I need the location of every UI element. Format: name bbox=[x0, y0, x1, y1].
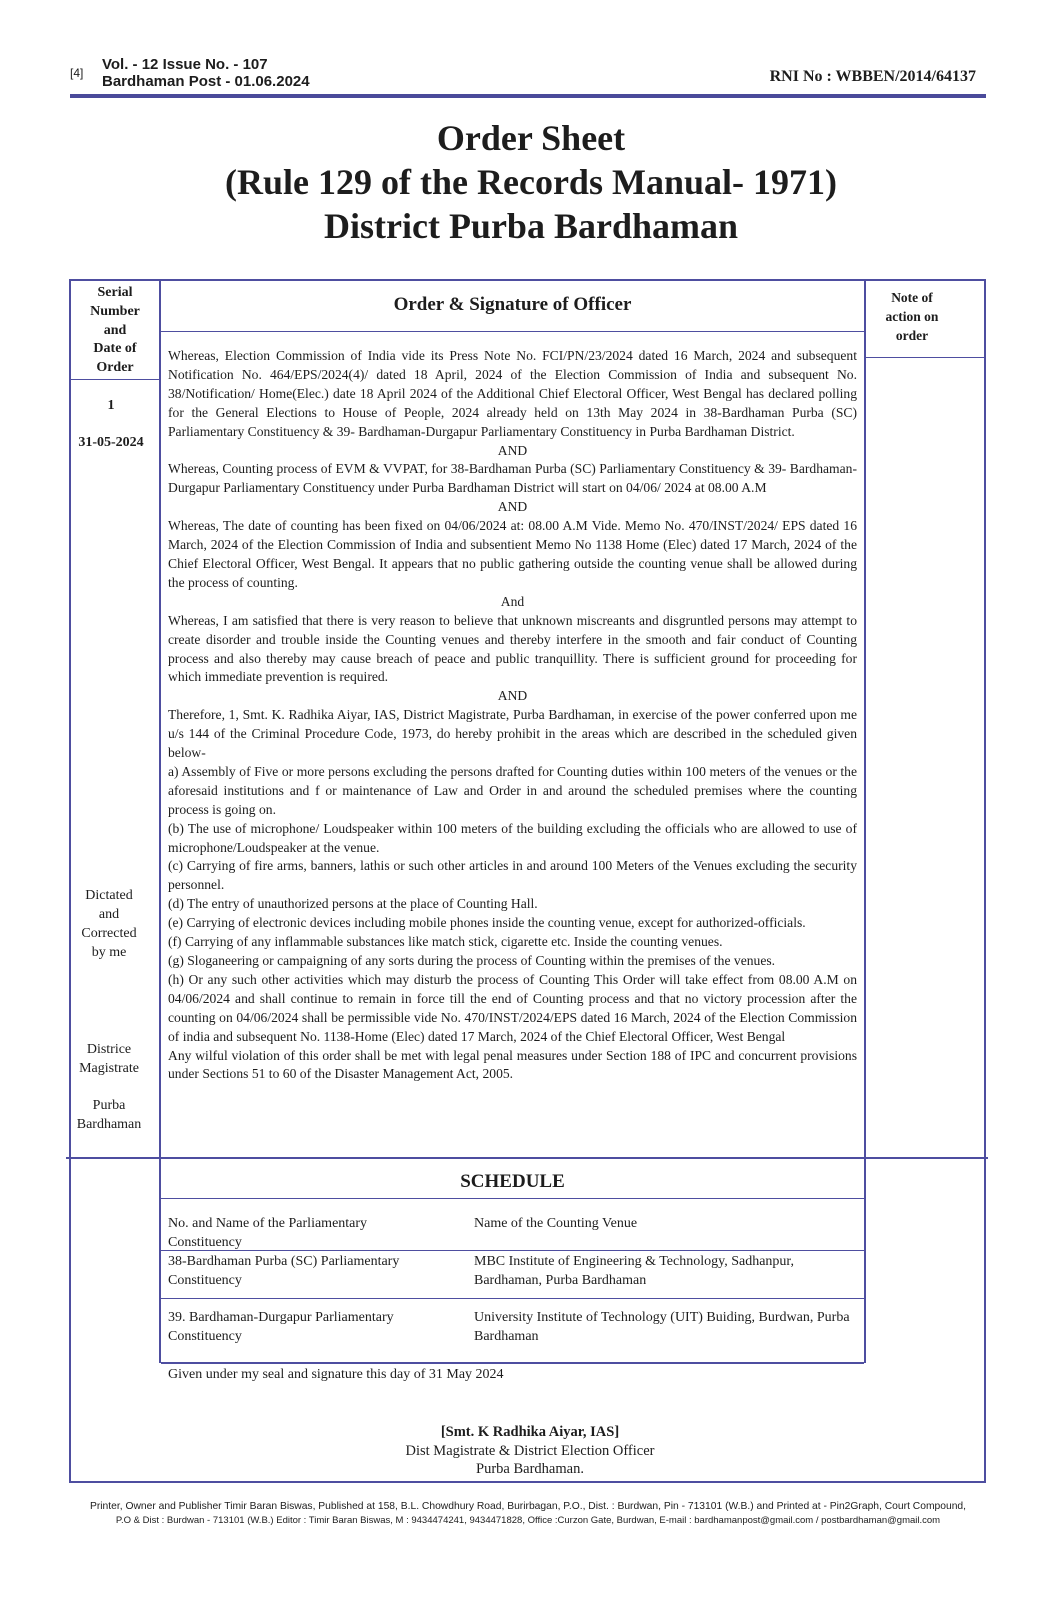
schedule-title: SCHEDULE bbox=[460, 1171, 565, 1192]
page-number: [4] bbox=[70, 66, 84, 80]
signature-block bbox=[300, 1423, 760, 1479]
note-header-line: Note of bbox=[891, 290, 933, 305]
order-paragraph: (h) Or any such other activities which may disturb the process of Counting This Order will take effect from 08.00 A.M on 04/06/2024 and shall continue to remain in force till the end of Counting process and that no victory procession after the counting on 04/06/2024 shall be permissible vide No. 470/INST/2024/EPS dated 16 March, 2024 of the Election Commission of india and subsequent No. 1138-Home (Elec) dated 17 March, 2024 of the Chief Electoral Officer, West Bengal bbox=[168, 971, 857, 1044]
order-paragraph: Therefore, 1, Smt. K. Radhika Aiyar, IAS, District Magistrate, Purba Bardhaman, in exercise of the power conferred upon me u/s 144 of the Criminal Procedure Code, 1973, do hereby prohibit in the areas which are described in the scheduled given below- bbox=[168, 707, 857, 761]
order-paragraph: (b) The use of microphone/ Loudspeaker within 100 meters of the building excluding the officials who are allowed to use of microphone/Loudspeaker at the venue. bbox=[168, 820, 857, 855]
footer-line-1: Printer, Owner and Publisher Timir Baran Biswas, Published at 158, B.L. Chowdhury Road, Burirbagan, P.O., Dist. : Burdwan, Pin - 713101 (W.B.) and Printed at - Pin2Graph, Court Compound, bbox=[89, 1501, 967, 1512]
schedule-row-1-venue: MBC Institute of Engineering & Technology, Sadhanpur, Bardhaman, Purba Bardhaman bbox=[474, 1254, 795, 1288]
order-column-header: Order & Signature of Officer bbox=[393, 294, 632, 315]
note-column-header bbox=[866, 288, 958, 345]
dictated-note bbox=[71, 886, 147, 962]
order-paragraph: (d) The entry of unauthorized persons at the place of Counting Hall. bbox=[168, 896, 538, 912]
officer-designation bbox=[71, 1040, 147, 1078]
volume-issue: Vol. - 12 Issue No. - 107 bbox=[102, 56, 268, 73]
dictated-line: and bbox=[98, 907, 120, 922]
conjunction-text: AND bbox=[497, 442, 528, 458]
conjunction-text: And bbox=[500, 593, 525, 609]
note-header-line: order bbox=[895, 328, 929, 343]
serial-header-line: Serial bbox=[97, 285, 133, 300]
header-rule bbox=[70, 94, 986, 98]
serial-header-line: Number bbox=[90, 303, 140, 319]
order-paragraph: Whereas, Counting process of EVM & VVPAT, for 38-Bardhaman Purba (SC) Parliamentary Constituency & 39- Bardhaman-Durgapur Parliamentary Constituency under Purba Bardhaman District will start on 04/06/ 2024 at 08.00 A.M bbox=[168, 461, 857, 496]
designation-line: Magistrate bbox=[79, 1061, 139, 1076]
designation-line: Districe bbox=[86, 1042, 132, 1057]
signatory-name: [Smt. K Radhika Aiyar, IAS] bbox=[440, 1424, 620, 1440]
dictated-line: Dictated bbox=[85, 888, 133, 903]
serial-header-line: Date of bbox=[93, 341, 137, 357]
title-line-2: (Rule 129 of the Records Manual- 1971) bbox=[225, 162, 837, 202]
schedule-header-venue: Name of the Counting Venue bbox=[474, 1216, 638, 1231]
rni-number: RNI No : WBBEN/2014/64137 bbox=[769, 68, 976, 85]
schedule-row-1-constituency: 38-Bardhaman Purba (SC) Parliamentary Constituency bbox=[168, 1254, 400, 1288]
order-paragraph: (g) Sloganeering or campaigning of any sorts during the process of Counting within the premises of the venues. bbox=[168, 953, 776, 968]
order-paragraph: (f) Carrying of any inflammable substances like match stick, cigarette etc. Inside the counting venues. bbox=[168, 934, 723, 950]
order-paragraph: (c) Carrying of fire arms, banners, lathis or such other articles in and around 100 Meters of the Venues excluding the security personnel. bbox=[168, 858, 857, 893]
edition-date: Bardhaman Post - 01.06.2024 bbox=[102, 73, 310, 90]
given-under-seal: Given under my seal and signature this day of 31 May 2024 bbox=[168, 1367, 504, 1382]
title-line-1: Order Sheet bbox=[436, 118, 626, 158]
serial-column-header bbox=[71, 284, 159, 378]
order-paragraph: a) Assembly of Five or more persons excluding the persons drafted for Counting duties within 100 meters of the venues or the aforesaid institutions and f or maintenance of Law and Order in and around the scheduled premises where the counting process is going on. bbox=[168, 763, 857, 817]
publisher-footer bbox=[70, 1500, 986, 1528]
schedule-row-2-venue: University Institute of Technology (UIT) Buiding, Burdwan, Purba Bardhaman bbox=[474, 1310, 850, 1344]
page-title bbox=[0, 116, 1062, 248]
serial-header-line: and bbox=[103, 322, 127, 338]
serial-number: 1 bbox=[107, 398, 115, 413]
order-paragraph: Whereas, I am satisfied that there is very reason to believe that unknown miscreants and disgruntled persons may attempt to create disorder and trouble inside the Counting venues and thereby interfere in the smooth and fair conduct of Counting process and also thereby may cause breach of peace and public tranquillity. There is sufficient ground for proceeding for which immediate prevention is required. bbox=[168, 612, 857, 685]
district-line: Bardhaman bbox=[76, 1117, 142, 1132]
signatory-place: Purba Bardhaman. bbox=[476, 1461, 584, 1477]
order-paragraph: Whereas, Election Commission of India vide its Press Note No. FCI/PN/23/2024 dated 16 March, 2024 and subsequent Notification No. 464/EPS/2024(4)/ dated 18 April, 2024 of the Election Commission of India and subsequent No. 38/Notification/ Home(Elec.) date 18 April 2024 of the Additional Chief Electoral Officer, West Bengal has declared polling for the General Elections to House of People, 2024 already held on 13th May 2024 in 38-Bardhaman Purba (SC) Parliamentary Constituency & 39- Bardhaman-Durgapur Parliamentary Constituency in Purba Bardhaman District. bbox=[168, 348, 857, 439]
dictated-line: Corrected bbox=[81, 926, 137, 941]
schedule-header-constituency: No. and Name of the Parliamentary Constituency bbox=[168, 1216, 368, 1250]
title-line-3: District Purba Bardhaman bbox=[324, 206, 738, 246]
dictated-line: by me bbox=[91, 945, 127, 960]
order-date: 31-05-2024 bbox=[78, 435, 144, 450]
conjunction-text: AND bbox=[497, 499, 528, 515]
district-line: Purba bbox=[92, 1098, 126, 1113]
footer-line-2: P.O & Dist : Burdwan - 713101 (W.B.) Editor : Timir Baran Biswas, M : 9434474241, 9434471828, Office :Curzon Gate, Burdwan, E-mail : bardhamanpost@gmail.com / postbardhaman@gmail.com bbox=[115, 1515, 941, 1526]
schedule-row-2-constituency: 39. Bardhaman-Durgapur Parliamentary Constituency bbox=[168, 1310, 394, 1344]
order-paragraph: Any wilful violation of this order shall be met with legal penal measures under Section 188 of IPC and concurrent provisions under Sections 51 to 60 of the Disaster Management Act, 2005. bbox=[168, 1047, 857, 1082]
order-body bbox=[168, 347, 857, 1084]
order-paragraph: Whereas, The date of counting has been fixed on 04/06/2024 at: 08.00 A.M Vide. Memo No. 470/INST/2024/ EPS dated 16 March, 2024 of the Election Commission of India and subsentient Memo No 1138 Home (Elec) dated 17 March, 2024 of the Chief Electoral Officer, West Bengal. It appears that no public gathering outside the counting venue shall be allowed during the process of counting. bbox=[168, 518, 857, 590]
conjunction-text: AND bbox=[497, 688, 528, 704]
officer-district bbox=[71, 1096, 147, 1134]
note-header-line: action on bbox=[885, 309, 939, 324]
order-paragraph: (e) Carrying of electronic devices including mobile phones inside the counting venue, except for authorized-officials. bbox=[168, 915, 806, 931]
masthead bbox=[102, 56, 310, 90]
serial-header-line: Order bbox=[96, 360, 134, 376]
signatory-title: Dist Magistrate & District Election Officer bbox=[405, 1442, 655, 1459]
